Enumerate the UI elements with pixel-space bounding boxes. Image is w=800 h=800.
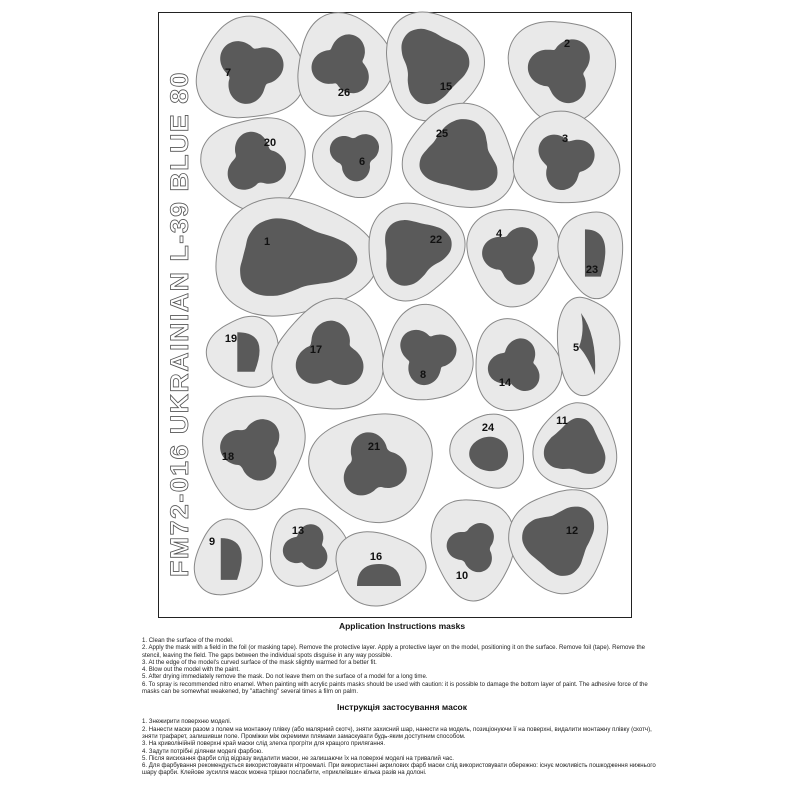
instructions-panel	[142, 621, 662, 777]
instructions-en-step: 6. To spray is recommended nitro enamel. When painting with acrylic paints masks should be used with caution: it is possible to damage the bottom layer of paint. The adhesive force of the masks can be somewhat weakened, by "attaching" several times a film on palm.	[142, 680, 648, 696]
mask-number-label: 6	[358, 156, 366, 168]
mask-piece	[309, 414, 433, 523]
mask-number-label: 19	[224, 333, 238, 345]
mask-piece	[313, 111, 392, 197]
mask-number-label: 13	[291, 525, 305, 537]
mask-number-label: 21	[367, 441, 381, 453]
mask-number-label: 23	[585, 264, 599, 276]
mask-number-label: 3	[561, 133, 569, 145]
mask-number-label: 18	[221, 451, 235, 463]
instructions-en-step: 2. Apply the mask with a field in the foil (or masking tape). Remove the protective layer. Apply a protective layer on the model, positioning it on the surface. Remove foil (tape). Remove the stencil, leaving the field. The gaps between the individual spots disguise in any way possible.	[142, 644, 645, 659]
mask-piece	[476, 319, 562, 411]
instructions-uk-step: 5. Після висихання фарби слід відразу видалити маски, не залишаючи їх на поверхні моделі на тривалий час.	[142, 754, 454, 762]
mask-number-label: 9	[208, 536, 216, 548]
instructions-en-step: 1. Clean the surface of the model.	[142, 637, 234, 644]
instructions-uk-step: 1. Знежирити поверхню моделі.	[142, 718, 232, 726]
mask-piece	[533, 403, 617, 489]
mask-number-label: 26	[337, 87, 351, 99]
mask-piece	[450, 414, 524, 488]
mask-number-label: 14	[498, 377, 512, 389]
instructions-uk-title: Інструкція застосування масок	[336, 702, 467, 713]
instructions-en-step: 3. At the edge of the model's curved surface of the mask slightly warmed for a better fit.	[142, 658, 377, 666]
mask-number-label: 15	[439, 81, 453, 93]
mask-number-label: 12	[565, 525, 579, 537]
instructions-en-step: 5. After drying immediately remove the mask. Do not leave them on the surface of a model for a long time.	[142, 673, 428, 681]
mask-number-label: 11	[556, 415, 568, 427]
instructions-uk-step: 3. На криволінійній поверхні край маски слід злегка прогріти для кращого прилягання.	[142, 740, 386, 748]
instructions-uk-list	[142, 718, 662, 776]
mask-number-label: 10	[455, 570, 469, 582]
instructions-uk-step: 4. Задути потрібні ділянки моделі фарбою.	[142, 747, 263, 755]
sheet-vertical-title: FM72-016 UKRAINIAN L-39 BLUE 80	[166, 101, 194, 577]
mask-piece	[558, 212, 623, 299]
mask-piece	[557, 297, 619, 395]
mask-piece	[270, 509, 348, 587]
mask-piece	[382, 304, 473, 399]
mask-piece	[216, 198, 378, 316]
mask-piece	[369, 203, 465, 301]
instructions-en-step: 4. Blow out the model with the paint.	[142, 666, 240, 674]
mask-number-label: 2	[563, 38, 571, 50]
mask-number-label: 17	[309, 344, 323, 356]
mask-piece	[467, 210, 560, 307]
mask-piece	[509, 490, 608, 594]
mask-number-label: 7	[224, 67, 232, 79]
mask-piece	[203, 396, 306, 510]
mask-number-label: 22	[429, 234, 443, 246]
mask-piece	[513, 111, 620, 203]
mask-number-label: 25	[435, 128, 449, 140]
mask-piece	[194, 519, 262, 595]
mask-piece	[508, 22, 615, 125]
mask-piece	[431, 500, 515, 601]
mask-number-label: 20	[263, 137, 277, 149]
mask-number-label: 5	[572, 342, 580, 354]
mask-number-label: 4	[495, 228, 503, 240]
instructions-uk-step: 6. Для фарбування рекомендується використовувати нітроемалі. При використанні акрилових фарб маски слід використовувати обережно: існує можливість пошкодження нижнього шару фарби. Клейове зусилля масок можна трішки послабити, «приклеївши» кілька разів на долоні.	[142, 762, 656, 777]
mask-piece	[298, 13, 394, 117]
mask-number-label: 16	[369, 551, 383, 563]
instructions-en-list	[142, 637, 662, 695]
mask-number-label: 1	[263, 236, 271, 248]
instructions-uk-step: 2. Нанести маски разом з полем на монтажну плівку (або малярний скотч), зняти захисний шар, нанести на модель, позиціонуючи її на поверхні, видалити монтажну плівку (скотч), зняти трафарет, залишивши поле. Проміжки між окремими плямами замаскувати будь-яким доступним способом.	[142, 725, 652, 740]
mask-piece	[336, 532, 426, 606]
mask-number-label: 24	[481, 422, 495, 434]
mask-number-label: 8	[419, 369, 427, 381]
mask-piece	[196, 16, 305, 118]
instructions-en-title: Application Instructions masks	[338, 621, 466, 631]
mask-piece	[206, 316, 278, 387]
